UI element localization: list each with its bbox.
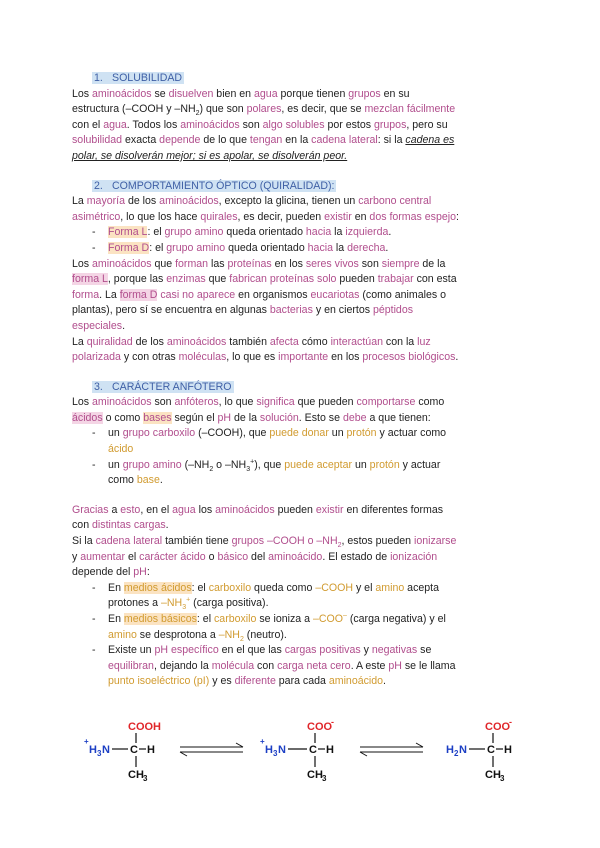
h3n-n: N: [102, 744, 110, 756]
paragraph-line: y aumentar el carácter ácido o básico del aminoácido. El estado de ionización: [72, 550, 438, 563]
list-item-cont: como base.: [108, 474, 163, 487]
plus-charge: +: [84, 737, 89, 746]
paragraph-line: Los aminoácidos se disuelven bien en agua porque tienen grupos en su: [72, 87, 410, 100]
section-heading-anfotero: 3. CARÁCTER ANFÓTERO: [94, 380, 232, 393]
paragraph-line: Gracias a esto, en el agua los aminoácidos pueden existir en diferentes formas: [72, 503, 444, 516]
paragraph-line: con el agua. Todos los aminoácidos son algo solubles por estos grupos, pero su: [72, 118, 448, 131]
cationic-form-structure: [84, 721, 161, 783]
paragraph-line: solubilidad exacta depende de lo que tengan en la cadena lateral: si la cadena es: [72, 134, 455, 147]
alpha-h: H: [147, 744, 155, 756]
zwitterion-structure: [260, 717, 334, 783]
coo-label: COO: [307, 721, 333, 733]
paragraph-line: La quiralidad de los aminoácidos también afecta cómo interactúan con la luz: [72, 335, 431, 348]
alpha-h: H: [326, 744, 334, 756]
list-item: - En medios básicos: el carboxilo se ioniza a –COO– (carga negativa) y el: [92, 612, 446, 625]
list-item-cont: protones a $-NH_3^+$ (carga positiva).: [108, 596, 269, 612]
cooh-label: COOH: [128, 721, 161, 733]
list-item: - un grupo carboxilo (–COOH), que puede donar un protón y actuar como: [92, 427, 447, 440]
h2n-sub: 2: [454, 749, 459, 758]
ch3-label: CH: [128, 769, 144, 781]
paragraph-line: especiales.: [72, 319, 126, 332]
paragraph-line: ácidos o como bases según el pH de la solución. Esto se debe a que tienen:: [72, 411, 431, 424]
ch3-label: CH: [485, 769, 501, 781]
ch3-label: CH: [307, 769, 323, 781]
paragraph-line: Si la cadena lateral también tiene grupos –COOH o $-NH_2$, estos pueden ionizarse: [72, 535, 457, 550]
paragraph-line: depende del pH:: [72, 566, 150, 579]
section-heading-solubilidad: 1. SOLUBILIDAD: [94, 72, 183, 84]
list-item: - un grupo amino ($-NH_2$ o $-NH_3^+$), que puede aceptar un protón y actuar: [92, 458, 441, 473]
paragraph-line: Los aminoácidos son anfóteros, lo que significa que pueden comportarse como: [72, 396, 445, 409]
minus-charge: -: [331, 717, 334, 727]
alpha-carbon: C: [130, 744, 138, 756]
anionic-form-structure: [446, 717, 512, 783]
h3n-sub: 3: [97, 749, 102, 758]
ch3-sub: 3: [500, 774, 505, 783]
section-heading-quiralidad: 2. COMPORTAMIENTO ÓPTICO (QUIRALIDAD):: [94, 179, 335, 192]
h3n-sub: 3: [273, 749, 278, 758]
h3n-h: H: [265, 744, 273, 756]
paragraph-line: forma L, porque las enzimas que fabrican proteínas solo pueden trabajar con esta: [72, 273, 457, 286]
paragraph-line: asimétrico, lo que los hace quirales, es decir, pueden existir en dos formas espejo:: [72, 210, 459, 223]
h2n-n: N: [459, 744, 467, 756]
h2n-h: H: [446, 744, 454, 756]
h3n-n: N: [278, 744, 286, 756]
list-item: - Forma L: el grupo amino queda orientado hacia la izquierda.: [92, 226, 392, 239]
list-item-cont: amino se desprotona a $-NH_2$ (neutro).: [108, 628, 287, 643]
amino-acid-ionization-diagram: [0, 712, 600, 792]
equilibrium-arrow-2: [360, 743, 423, 756]
list-item-cont: ácido: [108, 443, 134, 456]
h3n-h: H: [89, 744, 97, 756]
paragraph-line: polar, se disolverán mejor; si es apolar, se disolverán peor.: [72, 149, 348, 162]
paragraph-line: estructura (–COOH y $-NH_2$) que son polares, es decir, que se mezclan fácilmente: [72, 103, 456, 118]
minus-charge: -: [509, 717, 512, 727]
paragraph-line: polarizada y con otras moléculas, lo que es importante en los procesos biológicos.: [72, 351, 459, 364]
paragraph-line: Los aminoácidos que forman las proteínas en los seres vivos son siempre de la: [72, 257, 446, 270]
list-item-cont: punto isoeléctrico (pI) y es diferente para cada aminoácido.: [108, 675, 386, 688]
alpha-h: H: [504, 744, 512, 756]
paragraph-line: La mayoría de los aminoácidos, excepto la glicina, tienen un carbono central: [72, 195, 432, 208]
list-item: - Forma D: el grupo amino queda orientado hacia la derecha.: [92, 241, 389, 254]
equilibrium-arrow-1: [180, 743, 243, 756]
list-item: - Existe un pH específico en el que las cargas positivas y negativas se: [92, 644, 432, 657]
plus-charge: +: [260, 737, 265, 746]
list-item-cont: equilibran, dejando la molécula con carga neta cero. A este pH se le llama: [108, 659, 456, 672]
document-content: [72, 71, 528, 690]
paragraph-line: con distintas cargas.: [72, 519, 169, 532]
paragraph-line: forma. La forma D casi no aparece en organismos eucariotas (como animales o: [72, 288, 446, 301]
alpha-carbon: C: [487, 744, 495, 756]
list-item: - En medios ácidos: el carboxilo queda como –COOH y el amino acepta: [92, 581, 439, 594]
ch3-sub: 3: [143, 774, 148, 783]
paragraph-line: plantas), pero sí se encuentra en algunas bacterias y en ciertos péptidos: [72, 304, 414, 317]
coo-label: COO: [485, 721, 511, 733]
ch3-sub: 3: [322, 774, 327, 783]
alpha-carbon: C: [309, 744, 317, 756]
